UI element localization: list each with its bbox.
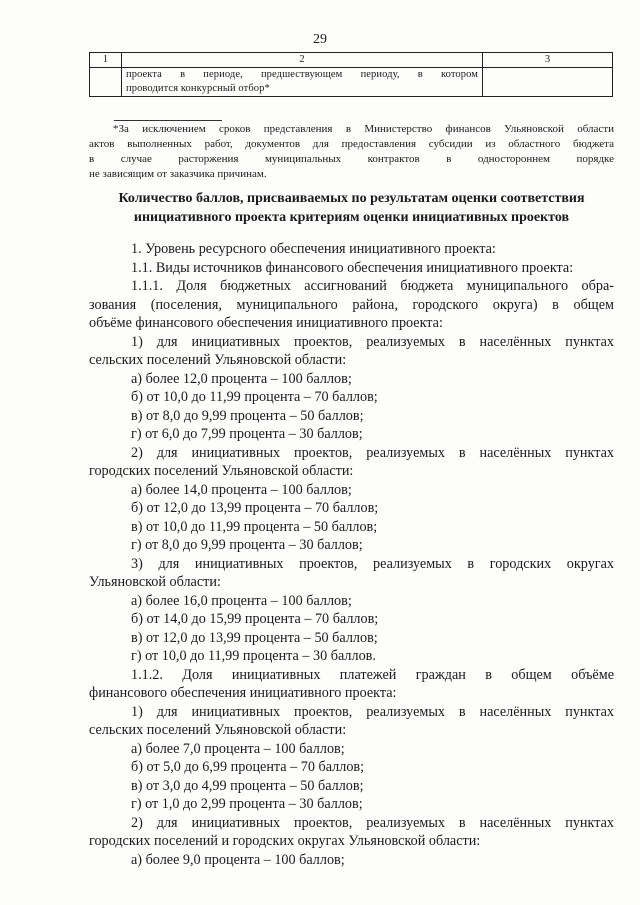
body-line: 2) для инициативных проектов, реализуемых в населённых пунктах [131, 444, 614, 461]
body-line: а) более 12,0 процента – 100 баллов; [131, 370, 352, 387]
body-line: а) более 16,0 процента – 100 баллов; [131, 592, 352, 609]
body-line: б) от 5,0 до 6,99 процента – 70 баллов; [131, 759, 365, 775]
body-line: городских поселений и городских округах Ульяновской области: [89, 833, 481, 849]
body-line: в) от 3,0 до 4,99 процента – 50 баллов; [131, 777, 364, 794]
body-line: а) более 7,0 процента – 100 баллов; [131, 740, 345, 757]
body-line: Ульяновской области: [89, 574, 221, 590]
body-line: 1) для инициативных проектов, реализуемых в населённых пунктах [131, 333, 614, 350]
body-line: 1.1.2. Доля инициативных платежей граждан в общем объёме [131, 666, 614, 683]
column-number-2: 2 [122, 53, 483, 68]
body-line: г) от 6,0 до 7,99 процента – 30 баллов; [131, 426, 363, 442]
table-cell-1 [90, 68, 122, 97]
table-cell-line: проекта в периоде, предшествующем периоду, в котором [126, 69, 478, 80]
body-line: сельских поселений Ульяновской области: [89, 352, 347, 368]
heading-line: инициативного проекта критериям оценки инициативных проектов [133, 210, 570, 225]
body-line: г) от 8,0 до 9,99 процента – 30 баллов; [131, 537, 363, 553]
table-cell-2 [122, 68, 483, 97]
body-line: г) от 1,0 до 2,99 процента – 30 баллов; [131, 796, 363, 812]
body-line: 1.1. Виды источников финансового обеспечения инициативного проекта: [131, 259, 574, 276]
body-line: 1.1.1. Доля бюджетных ассигнований бюджета муниципального обра- [131, 278, 614, 294]
footnote-separator [114, 120, 222, 121]
column-number-1: 1 [90, 53, 122, 68]
body-line: городских поселений Ульяновской области: [89, 463, 354, 479]
body-line: в) от 10,0 до 11,99 процента – 50 баллов; [131, 518, 378, 535]
body-line: в) от 12,0 до 13,99 процента – 50 баллов; [131, 629, 378, 646]
footnote-line: актов выполненных работ, документов для предоставления субсидии из областного бюджета [89, 138, 614, 150]
continuation-table [89, 52, 613, 97]
body-line: а) более 14,0 процента – 100 баллов; [131, 481, 352, 498]
section-heading [89, 189, 614, 227]
body-line: зования (поселения, муниципального района, городского округа) в общем [89, 296, 614, 313]
body-line: б) от 10,0 до 11,99 процента – 70 баллов; [131, 389, 378, 405]
page-number: 29 [313, 32, 327, 47]
footnote-line: *За исключением сроков представления в Министерство финансов Ульяновской области [113, 123, 614, 135]
table-cell-line: проводится конкурсный отбор* [126, 83, 270, 94]
body-line: 1) для инициативных проектов, реализуемых в населённых пунктах [131, 703, 614, 720]
table-header-row [90, 53, 613, 68]
footnote-line: не зависящим от заказчика причинам. [89, 168, 267, 180]
body-line: финансового обеспечения инициативного проекта: [89, 685, 397, 701]
body-line: 3) для инициативных проектов, реализуемых в городских округах [131, 555, 614, 572]
body-line: объёме финансового обеспечения инициативного проекта: [89, 315, 443, 331]
footnote [89, 122, 614, 182]
body-line: а) более 9,0 процента – 100 баллов; [131, 851, 345, 868]
document-body [89, 240, 614, 869]
body-line: сельских поселений Ульяновской области: [89, 722, 347, 738]
table-row [90, 68, 613, 97]
body-line: в) от 8,0 до 9,99 процента – 50 баллов; [131, 407, 364, 424]
column-number-3: 3 [483, 53, 613, 68]
footnote-line: в случае расторжения муниципальных контрактов в одностороннем порядке [89, 153, 614, 165]
body-line: б) от 14,0 до 15,99 процента – 70 баллов; [131, 611, 379, 627]
heading-line: Количество баллов, присваиваемых по результатам оценки соответствия [118, 191, 585, 206]
body-line: г) от 10,0 до 11,99 процента – 30 баллов. [131, 648, 376, 664]
table-cell-3 [483, 68, 613, 97]
body-line: б) от 12,0 до 13,99 процента – 70 баллов; [131, 500, 379, 516]
body-line: 1. Уровень ресурсного обеспечения инициативного проекта: [131, 241, 496, 257]
body-line: 2) для инициативных проектов, реализуемых в населённых пунктах [131, 814, 614, 831]
